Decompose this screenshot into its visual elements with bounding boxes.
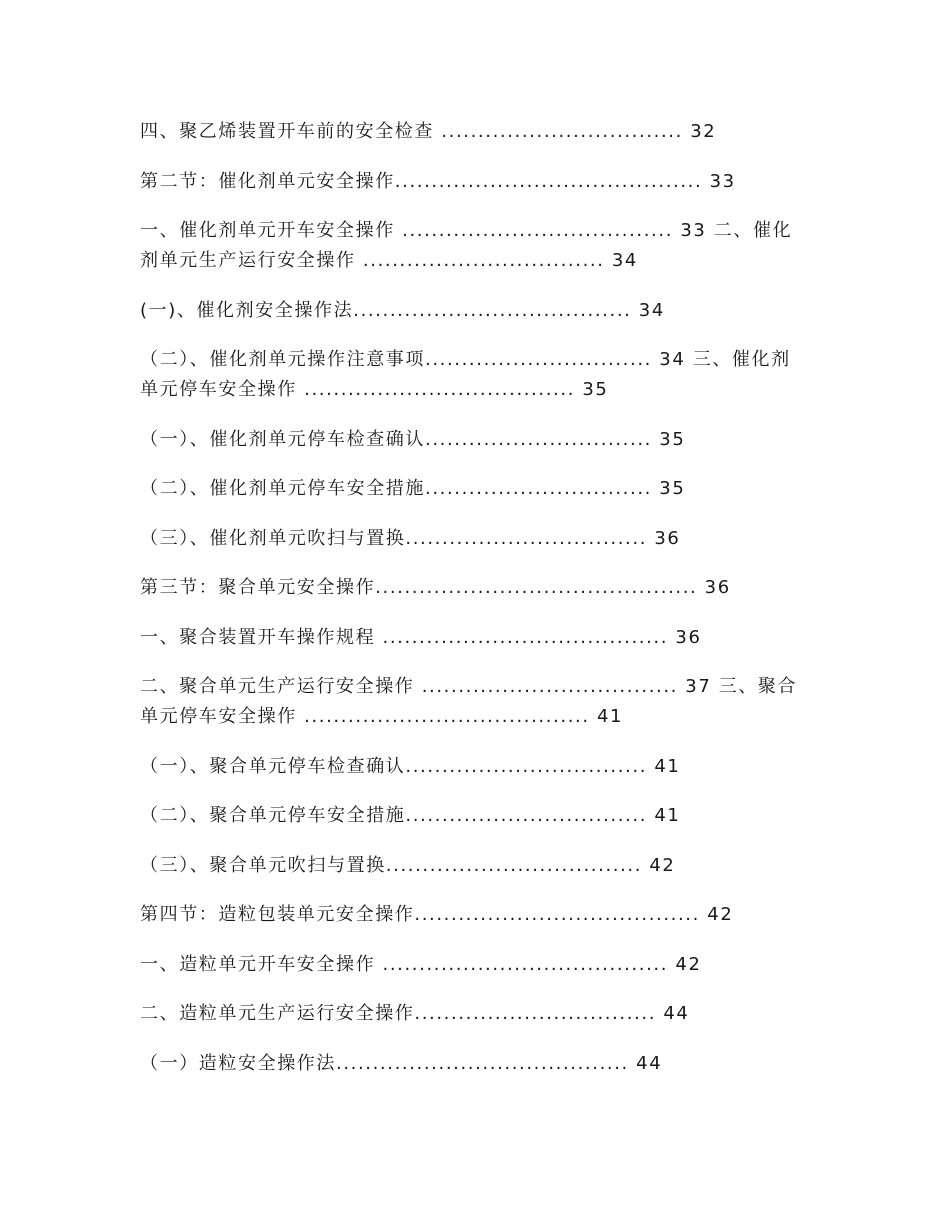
toc-entry [140,573,820,603]
toc-entry [140,167,820,197]
toc-entry-line: 第二节：催化剂单元安全操作.......................................... 33 [140,170,736,192]
toc-entry [140,999,820,1029]
toc-entry [140,1049,820,1079]
toc-entry-line: 四、聚乙烯装置开车前的安全检查 ................................. 32 [140,121,717,142]
toc-entry [140,623,820,653]
toc-entry [140,117,820,147]
toc-entry [140,950,820,980]
toc-entry-line: （三）、催化剂单元吹扫与置换................................. 36 [140,527,681,549]
toc-entry [140,345,820,405]
toc-entry-line: 二、造粒单元生产运行安全操作................................. 44 [140,1003,690,1024]
toc-entry [140,900,820,930]
toc-entry [140,474,820,504]
table-of-contents [140,117,820,1098]
toc-entry-line: （一）造粒安全操作法........................................ 44 [140,1052,663,1074]
toc-entry [140,752,820,782]
toc-entry-line: 一、催化剂单元开车安全操作 ..................................... 33 二、催化 [140,220,793,241]
toc-entry [140,524,820,554]
toc-entry-line: （三）、聚合单元吹扫与置换................................... 42 [140,854,676,876]
toc-entry [140,851,820,881]
toc-entry [140,216,820,276]
toc-entry-line: 单元停车安全操作 ..................................... 35 [140,379,609,400]
toc-entry-line: （一）、聚合单元停车检查确认................................. 41 [140,755,681,777]
toc-entry-line: （二）、催化剂单元操作注意事项............................... 34 三、催化剂 [140,349,791,370]
toc-entry-line: 单元停车安全操作 ....................................... 41 [140,706,624,727]
toc-entry-line: (一)、催化剂安全操作法...................................... 34 [140,299,665,321]
toc-entry-line: 二、聚合单元生产运行安全操作 ................................... 37 三、聚合 [140,676,798,697]
toc-entry-line: 剂单元生产运行安全操作 ................................. 34 [140,250,638,271]
toc-entry [140,672,820,732]
toc-entry [140,296,820,326]
toc-entry-line: 第三节：聚合单元安全操作............................................ 36 [140,577,731,598]
toc-entry-line: （一）、催化剂单元停车检查确认............................... 35 [140,428,686,450]
toc-entry-line: 一、造粒单元开车安全操作 ....................................... 42 [140,953,702,975]
toc-entry-line: 第四节：造粒包装单元安全操作....................................... 42 [140,904,734,925]
toc-entry-line: （二）、催化剂单元停车安全措施............................... 35 [140,478,686,499]
toc-entry [140,425,820,455]
toc-entry-line: （二）、聚合单元停车安全措施................................. 41 [140,805,681,826]
toc-entry [140,801,820,831]
toc-entry-line: 一、聚合装置开车操作规程 ....................................... 36 [140,626,702,648]
